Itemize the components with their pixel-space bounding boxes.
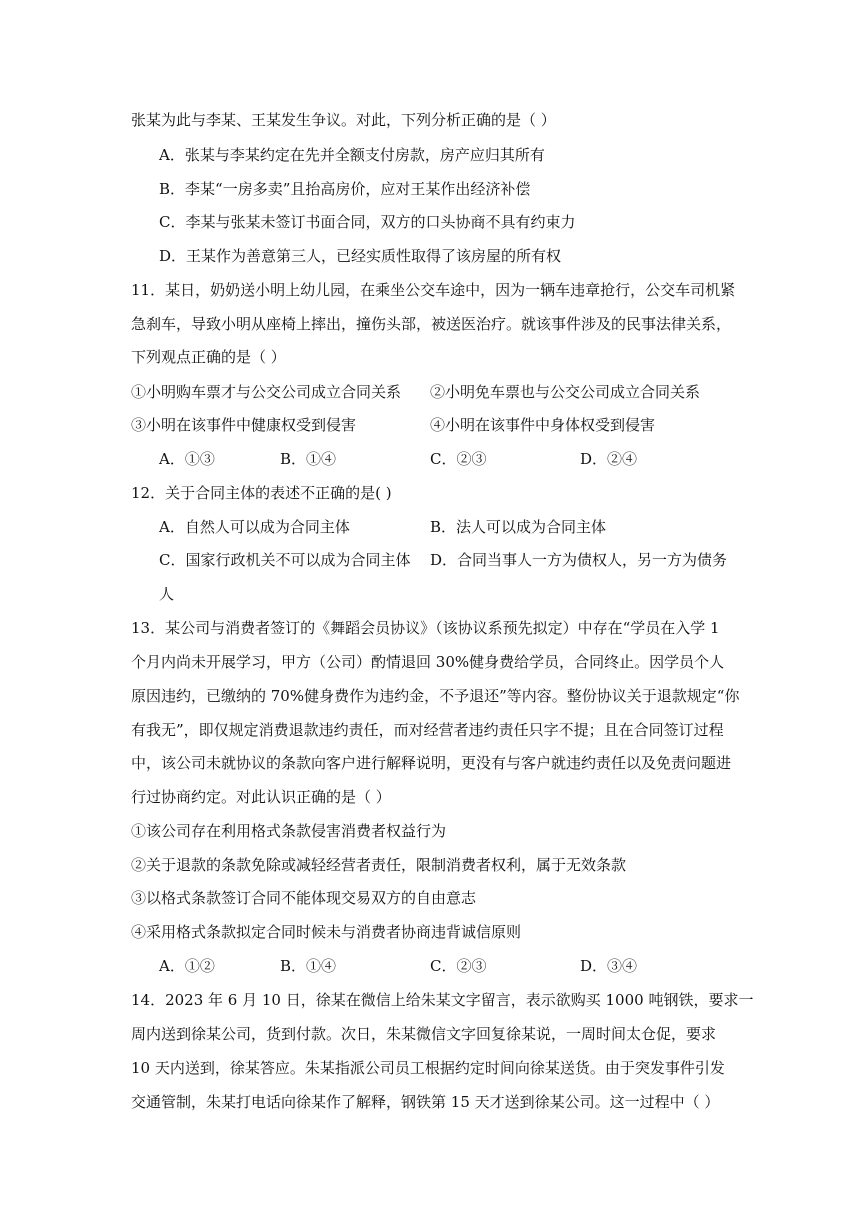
q11-statement-3: ③小明在该事件中健康权受到侵害 bbox=[131, 416, 357, 434]
q12-stem: 12．关于合同主体的表述不正确的是( ) bbox=[131, 484, 392, 502]
q13-stem-line-6: 行过协商约定。对此认识正确的是（ ） bbox=[131, 788, 391, 806]
q11-statement-4: ④小明在该事件中身体权受到侵害 bbox=[430, 416, 656, 434]
q14-stem-line-2: 周内送到徐某公司，货到付款。次日，朱某微信文字回复徐某说，一周时间太仓促，要求 bbox=[131, 1025, 717, 1043]
q13-statement-2: ②关于退款的条款免除或减轻经营者责任，限制消费者权利，属于无效条款 bbox=[131, 856, 627, 874]
q14-stem-line-1: 14．2023 年 6 月 10 日，徐某在微信上给朱某文字留言，表示欲购买 1000 吨钢铁，要求一 bbox=[131, 991, 754, 1009]
q12-option-d-continuation: 人 bbox=[159, 585, 175, 603]
q13-stem-line-5: 中，该公司未就协议的条款向客户进行解释说明，更没有与客户就违约责任以及免责问题进 bbox=[131, 754, 732, 772]
q11-option-b: B．①④ bbox=[280, 450, 337, 468]
q11-stem-line-2: 急刹车，导致小明从座椅上摔出，撞伤头部，被送医治疗。就该事件涉及的民事法律关系， bbox=[131, 315, 732, 333]
q13-statement-3: ③以格式条款签订合同不能体现交易双方的自由意志 bbox=[131, 889, 477, 907]
q11-option-d: D．②④ bbox=[580, 450, 638, 468]
q11-option-c: C．②③ bbox=[430, 450, 487, 468]
q10-stem-continuation: 张某为此与李某、王某发生争议。对此，下列分析正确的是（ ） bbox=[131, 111, 556, 129]
q13-option-a: A．①② bbox=[159, 957, 215, 975]
q12-option-b: B．法人可以成为合同主体 bbox=[430, 518, 607, 536]
q13-option-b: B．①④ bbox=[280, 957, 337, 975]
q10-option-d: D．王某作为善意第三人，已经实质性取得了该房屋的所有权 bbox=[159, 247, 562, 265]
q10-option-c: C．李某与张某未签订书面合同，双方的口头协商不具有约束力 bbox=[159, 213, 576, 231]
q13-stem-line-1: 13．某公司与消费者签订的《舞蹈会员协议》（该协议系预先拟定）中存在“学员在入学 1 bbox=[131, 619, 720, 637]
q12-option-d: D．合同当事人一方为债权人，另一方为债务 bbox=[430, 551, 728, 569]
q12-option-c: C．国家行政机关不可以成为合同主体 bbox=[159, 551, 411, 569]
q13-stem-line-2: 个月内尚未开展学习，甲方（公司）酌情退回 30%健身费给学员，合同终止。因学员个人 bbox=[131, 653, 725, 671]
q14-stem-line-4: 交通管制，朱某打电话向徐某作了解释，钢铁第 15 天才送到徐某公司。这一过程中（ ） bbox=[131, 1093, 720, 1111]
q11-option-a: A．①③ bbox=[159, 450, 215, 468]
q10-option-a: A．张某与李某约定在先并全额支付房款，房产应归其所有 bbox=[159, 146, 545, 164]
q14-stem-line-3: 10 天内送到，徐某答应。朱某指派公司员工根据约定时间向徐某送货。由于突发事件引发 bbox=[131, 1059, 725, 1077]
q11-statement-1: ①小明购车票才与公交公司成立合同关系 bbox=[131, 383, 402, 401]
q12-option-a: A．自然人可以成为合同主体 bbox=[159, 518, 350, 536]
q13-option-d: D．③④ bbox=[580, 957, 638, 975]
q13-option-c: C．②③ bbox=[430, 957, 487, 975]
q11-statement-2: ②小明免车票也与公交公司成立合同关系 bbox=[430, 383, 701, 401]
q11-stem-line-1: 11．某日，奶奶送小明上幼儿园，在乘坐公交车途中，因为一辆车违章抢行，公交车司机紧 bbox=[131, 281, 736, 299]
q13-stem-line-3: 原因违约，已缴纳的 70%健身费作为违约金，不予退还”等内容。整份协议关于退款规定“你 bbox=[131, 687, 740, 705]
q11-stem-line-3: 下列观点正确的是（ ） bbox=[131, 348, 286, 366]
q13-stem-line-4: 有我无”，即仅规定消费退款违约责任，而对经营者违约责任只字不提；且在合同签订过程 bbox=[131, 721, 724, 739]
q10-option-b: B．李某“一房多卖”且抬高房价，应对王某作出经济补偿 bbox=[159, 180, 531, 198]
q13-statement-1: ①该公司存在利用格式条款侵害消费者权益行为 bbox=[131, 822, 447, 840]
q13-statement-4: ④采用格式条款拟定合同时候未与消费者协商违背诚信原则 bbox=[131, 923, 522, 941]
